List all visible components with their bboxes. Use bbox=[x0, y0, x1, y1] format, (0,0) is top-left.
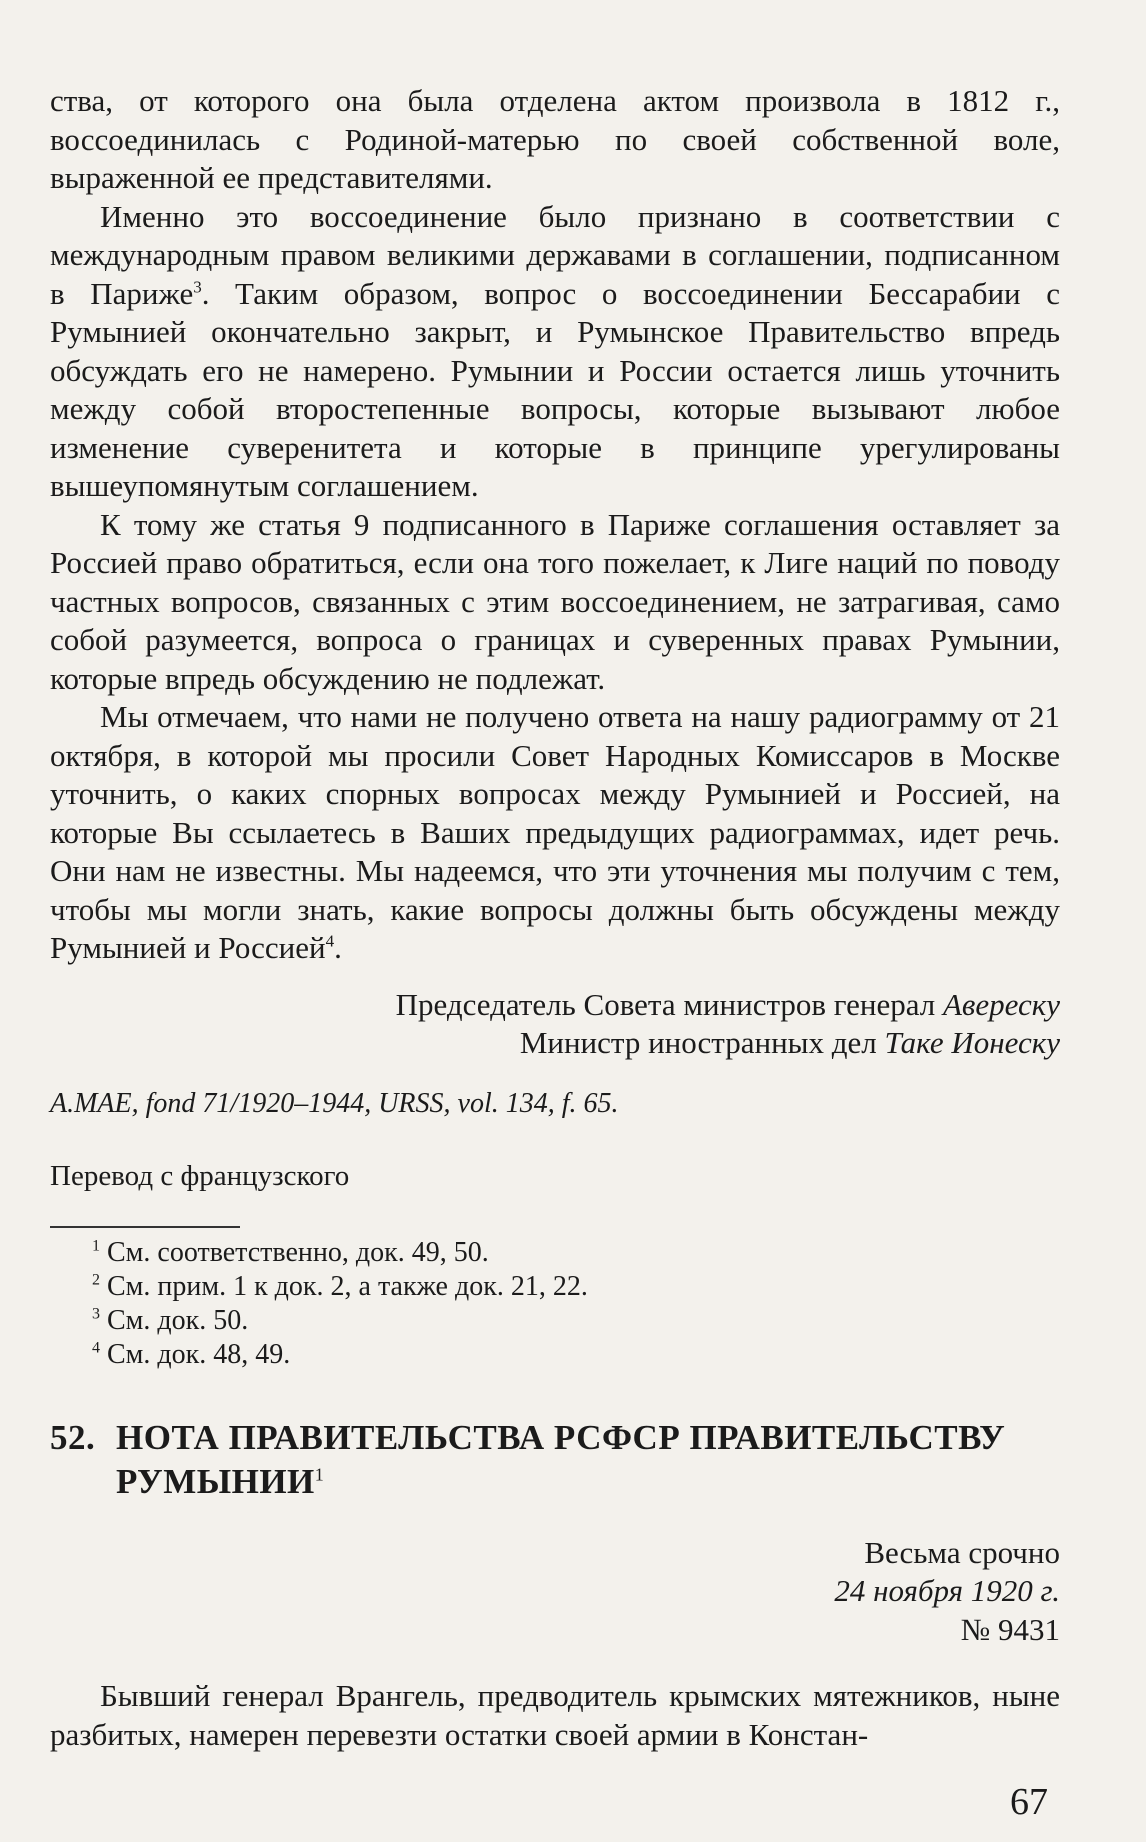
footnote-text: См. прим. 1 к док. 2, а также док. 21, 22. bbox=[107, 1270, 588, 1302]
paragraph-text: К тому же статья 9 подписанного в Париже соглашения оставляет за Россией право обратиться, если она того пожелает, к Лиге наций по поводу частных вопросов, связанных с этим воссоединением, не затрагивая, само собой разумеется, вопроса о границах и суверенных правах Румынии, которые впредь обсуждению не подлежат. bbox=[50, 506, 1060, 696]
signature-role: Министр иностранных дел bbox=[519, 1025, 877, 1060]
footnote bbox=[92, 1304, 1060, 1338]
footnote bbox=[92, 1236, 1060, 1270]
paragraph-article-9 bbox=[50, 506, 1060, 699]
footnotes bbox=[50, 1236, 1060, 1372]
footnote-text: См. док. 50. bbox=[107, 1304, 249, 1336]
archive-reference: A.MAE, fond 71/1920–1944, URSS, vol. 134, f. 65. bbox=[50, 1087, 619, 1119]
paragraph-text: Именно это воссоединение было признано в соответствии с международным правом великими державами в соглашении, подписанном в Париже bbox=[50, 198, 1060, 311]
footnote bbox=[92, 1338, 1060, 1372]
document-title bbox=[116, 1416, 1060, 1504]
signature-line bbox=[50, 986, 1060, 1025]
footnote-text: См. док. 48, 49. bbox=[107, 1338, 291, 1370]
document-heading bbox=[50, 1416, 1060, 1504]
signature-name: Таке Ионеску bbox=[884, 1025, 1060, 1060]
translation-note: Перевод с французского bbox=[50, 1160, 350, 1192]
footnote-ref: 3 bbox=[193, 277, 202, 297]
urgency-note: Весьма срочно bbox=[864, 1534, 1060, 1570]
footnote-ref: 4 bbox=[325, 931, 335, 951]
footnote-ref: 1 bbox=[314, 1463, 325, 1484]
document-title-text: НОТА ПРАВИТЕЛЬСТВА РСФСР ПРАВИТЕЛЬСТВУ РУМЫНИИ bbox=[116, 1417, 1006, 1501]
paragraph-radiogram bbox=[50, 698, 1060, 968]
footnote-number: 1 bbox=[92, 1237, 100, 1255]
paragraph-reunification bbox=[50, 198, 1060, 506]
paragraph-text: Мы отмечаем, что нами не получено ответа на нашу радиограмму от 21 октября, в которой мы просили Совет Народных Комиссаров в Москве уточнить, о каких спорных вопросах между Румынией и Россией, на которые Вы ссылаетесь в Ваших предыдущих радиограммах, идет речь. Они нам не известны. Мы надеемся, что эти уточнения мы получим с тем, чтобы мы могли знать, какие вопросы должны быть обсуждены между Румынией и Россией bbox=[50, 699, 1060, 965]
footnote-number: 3 bbox=[92, 1305, 100, 1323]
document-number: 52. bbox=[50, 1417, 96, 1457]
footnote-number: 4 bbox=[92, 1339, 100, 1357]
paragraph-text: . Таким образом, вопрос о воссоединении Бессарабии с Румынией окончательно закрыт, и Румынское Правительство впредь обсуждать его не намерено. Румынии и России остается лишь уточнить между собой второстепенные вопросы, которые вызывают любое изменение суверенитета и которые в принципе урегулированы вышеупомянутым соглашением. bbox=[50, 275, 1060, 503]
paragraph-text: ства, от которого она была отделена актом произвола в 1812 г., воссоединилась с Родиной-матерью по своей собственной воле, выраженной ее представителями. bbox=[50, 83, 1060, 195]
document-registry-number: № 9431 bbox=[960, 1611, 1060, 1647]
footnote bbox=[92, 1270, 1060, 1304]
paragraph-continuation bbox=[50, 82, 1060, 198]
footnote-divider bbox=[50, 1226, 240, 1228]
footnote-text: См. соответственно, док. 49, 50. bbox=[107, 1236, 489, 1268]
signature-role: Председатель Совета министров генерал bbox=[395, 986, 936, 1022]
document-date: 24 ноября 1920 г. bbox=[834, 1573, 1060, 1608]
signature-line bbox=[50, 1024, 1060, 1063]
page-number: 67 bbox=[1010, 1781, 1048, 1823]
footnote-number: 2 bbox=[92, 1271, 100, 1289]
page-content bbox=[50, 82, 1060, 1754]
signature-name: Авереску bbox=[942, 986, 1060, 1022]
paragraph-text: . bbox=[334, 930, 342, 965]
document-body: Бывший генерал Врангель, предводитель крымских мятежников, ныне разбитых, намерен перевезти остатки своей армии в Констан- bbox=[50, 1678, 1060, 1752]
